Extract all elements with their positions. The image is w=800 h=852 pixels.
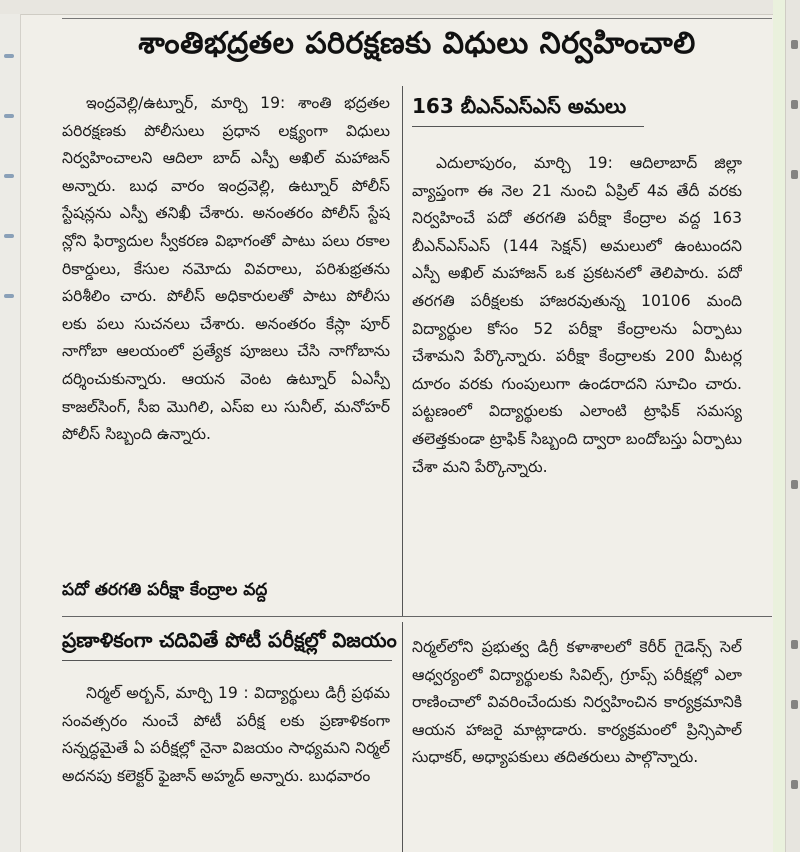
margin-mark (791, 780, 798, 789)
article-right (412, 150, 742, 606)
article-bottom-left-body: నిర్మల్ అర్బన్, మార్చి 19 : విద్యార్థులు డిగ్రీ ప్రథమ సంవత్సరం నుంచే పోటీ పరీక్ష లకు ప్రణాళికంగా సన్నద్ధమైతే ఏ పరీక్షల్లో నైనా విజయం సాధ్యమని నిర్మల్ అదనపు కలెక్టర్ ఫైజాన్ అహ్మద్ అన్నారు. బుధవారం (62, 684, 390, 785)
page-headline: శాంతిభద్రతల పరిరక్షణకు విధులు నిర్వహించాలి (138, 26, 696, 61)
margin-mark (791, 170, 798, 179)
subheading-bnss: 163 బీఎన్ఎస్ఎస్ అమలు (412, 94, 627, 118)
article-bottom-heading: ప్రణాళికంగా చదివితే పోటీ పరీక్షల్లో విజయం (62, 628, 397, 652)
margin-mark (791, 480, 798, 489)
left-margin-column (0, 14, 21, 852)
column-divider (402, 86, 403, 616)
article-left (62, 90, 390, 570)
margin-mark (4, 234, 14, 238)
bottom-heading-underline (62, 660, 392, 661)
article-left-body: ఇంద్రవెల్లి/ఉట్నూర్, మార్చి 19: శాంతి భద్రతల పరిరక్షణకు పోలీసులు ప్రధాన లక్ష్యంగా విధులు నిర్వహించాలని ఆదిలా బాద్ ఎస్పీ అఖిల్ మహాజన్ అన్నారు. బుధ వారం ఇంద్రవెల్లి, ఉట్నూర్ పోలీస్ స్టేషన్లను ఎస్పీ తనిఖీ చేశారు. అనంతరం పోలీస్ స్టేష న్లోని ఫిర్యాదుల స్వీకరణ విభాగంతో పాటు పలు రకాల రికార్డులు, కేసుల నమోదు వివరాలు, పరిశుభ్రతను పరిశీలిం చారు. పోలీస్ అధికారులతో పాటు పోలీసు లకు పలు సుచనలు చేశారు. అనంతరం కేస్లా పూర్ నాగోబా ఆలయంలో ప్రత్యేక పూజలు చేసి నాగోబాను దర్శించుకున్నారు. ఆయన వెంట ఉట్నూర్ ఏఎస్పీ కాజల్‌సింగ్, సీఐ మొగిలి, ఎస్ఐ లు సునీల్, మనోహర్ పోలీస్ సిబ్బంది ఉన్నారు. (62, 94, 390, 444)
margin-mark (4, 54, 14, 58)
bottom-column-divider (402, 622, 403, 852)
article-bottom-right (412, 634, 742, 850)
article-right-body: ఎదులాపురం, మార్చి 19: ఆదిలాబాద్ జిల్లా వ్యాప్తంగా ఈ నెల 21 నుంచి ఏప్రిల్ 4వ తేదీ వరకు నిర్వహించే పదో తరగతి పరీక్షా కేంద్రాల వద్ద 163 బీఎన్ఎస్ఎస్ (144 సెక్షన్) అమలులో ఉంటుందని ఎస్పీ అఖిల్ మహాజన్ ఒక ప్రకటనలో తెలిపారు. పదో తరగతి పరీక్షలకు హాజరవుతున్న 10106 మంది విద్యార్థుల కోసం 52 పరీక్షా కేంద్రాలను ఏర్పాటు చేశామని పేర్కొన్నారు. పరీక్షా కేంద్రాలకు 200 మీటర్ల దూరం వరకు గుంపులుగా ఉండరాదని సూచిం చారు. పట్టణంలో విద్యార్థులకు ఎలాంటి ట్రాఫిక్ సమస్య తలెత్తకుండా ట్రాఫిక్ సిబ్బంది ద్వారా బందోబస్తు ఏర్పాటు చేశా మని పేర్కొన్నారు. (412, 154, 742, 476)
margin-mark (4, 114, 14, 118)
right-green-band (773, 0, 785, 852)
right-margin-column (785, 0, 800, 852)
margin-mark (791, 40, 798, 49)
top-edge-strip (0, 0, 800, 15)
margin-mark (4, 174, 14, 178)
article-bottom-right-body: నిర్మల్‌లోని ప్రభుత్వ డిగ్రీ కళాశాలలో కెరీర్ గైడెన్స్ సెల్ ఆధ్వర్యంలో విద్యార్థులకు సివిల్స్, గ్రూప్స్ పరీక్షల్లో ఎలా రాణించాలో వివరించేందుకు నిర్వహించిన కార్యక్రమానికి ఆయన హాజరై మాట్లాడారు. కార్యక్రమంలో ప్రిన్సిపాల్ సుధాకర్, అధ్యాపకులు తదితరులు పాల్గొన్నారు. (412, 638, 742, 767)
margin-mark (791, 700, 798, 709)
margin-mark (791, 100, 798, 109)
subheading-exam-centers: పదో తరగతి పరీక్షా కేంద్రాల వద్ద (62, 580, 268, 600)
top-rule (62, 18, 772, 19)
margin-mark (4, 294, 14, 298)
subheading-underline (412, 126, 644, 127)
section-rule (62, 616, 772, 617)
article-bottom-left (62, 680, 390, 850)
margin-mark (791, 640, 798, 649)
